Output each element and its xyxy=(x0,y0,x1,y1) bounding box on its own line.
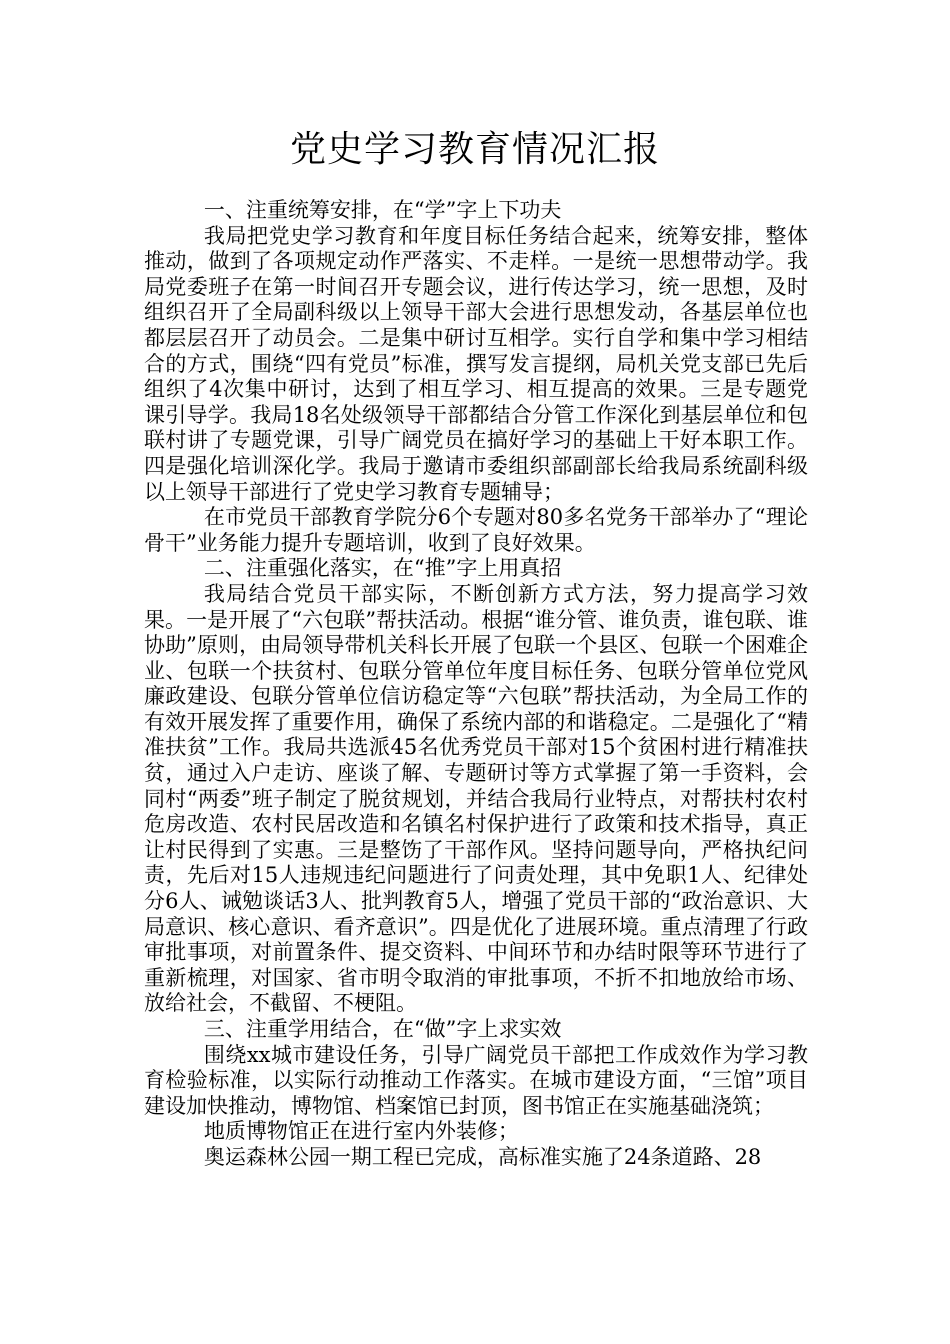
body-paragraph: 我局把党史学习教育和年度目标任务结合起来，统筹安排，整体推动，做到了各项规定动作严落实、不走样。一是统一思想带动学。我局党委班子在第一时间召开专题会议，进行传达学习，统一思想，及时组织召开了全局副科级以上领导干部大会进行思想发动，各基层单位也都层层召开了动员会。二是集中研讨互相学。实行自学和集中学习相结合的方式，围绕“四有党员”标准，撰写发言提纲，局机关党支部已先后组织了4次集中研讨，达到了相互学习、相互提高的效果。三是专题党课引导学。我局18名处级领导干部都结合分管工作深化到基层单位和包联村讲了专题党课，引导广阔党员在搞好学习的基础上干好本职工作。四是强化培训深化学。我局于邀请市委组织部副部长给我局系统副科级以上领导干部进行了党史学习教育专题辅导； xyxy=(144,223,808,504)
document-title: 党史学习教育情况汇报 xyxy=(289,129,660,170)
document-body xyxy=(144,198,808,1171)
section-heading-1: 一、注重统筹安排，在“学”字上下功夫 xyxy=(203,198,562,222)
section-heading-3: 三、注重学用结合，在“做”字上求实效 xyxy=(203,1017,562,1041)
body-paragraph: 在市党员干部教育学院分6个专题对80多名党务干部举办了“理论骨干”业务能力提升专题培训，收到了良好效果。 xyxy=(144,505,808,555)
body-paragraph: 我局结合党员干部实际，不断创新方式方法，努力提高学习效果。一是开展了“六包联”帮扶活动。根据“谁分管、谁负责，谁包联、谁协助”原则，由局领导带机关科长开展了包联一个县区、包联一个困难企业、包联一个扶贫村、包联分管单位年度目标任务、包联分管单位党风廉政建设、包联分管单位信访稳定等“六包联”帮扶活动，为全局工作的有效开展发挥了重要作用，确保了系统内部的和谐稳定。二是强化了“精准扶贫”工作。我局共选派45名优秀党员干部对15个贫困村进行精准扶贫，通过入户走访、座谈了解、专题研讨等方式掌握了第一手资料，会同村“两委”班子制定了脱贫规划，并结合我局行业特点，对帮扶村农村危房改造、农村民居改造和名镇名村保护进行了政策和技术指导，真正让村民得到了实惠。三是整饬了干部作风。坚持问题导向，严格执纪问责，先后对15人违规违纪问题进行了问责处理，其中免职1人、纪律处分6人、诫勉谈话3人、批判教育5人，增强了党员干部的“政治意识、大局意识、核心意识、看齐意识”。四是优化了进展环境。重点清理了行政审批事项，对前置条件、提交资料、中间环节和办结时限等环节进行了重新梳理，对国家、省市明令取消的审批事项，不折不扣地放给市场、放给社会，不截留、不梗阻。 xyxy=(144,581,808,1016)
body-paragraph: 奥运森林公园一期工程已完成，高标准实施了24条道路、28 xyxy=(203,1144,762,1169)
body-paragraph: 围绕xx城市建设任务，引导广阔党员干部把工作成效作为学习教育检验标准，以实际行动推动工作落实。在城市建设方面，“三馆”项目建设加快推动，博物馆、档案馆已封顶，图书馆正在实施基础浇筑； xyxy=(144,1042,808,1118)
section-heading-2: 二、注重强化落实，在“推”字上用真招 xyxy=(203,556,562,581)
body-paragraph: 地质博物馆正在进行室内外装修； xyxy=(203,1119,519,1144)
